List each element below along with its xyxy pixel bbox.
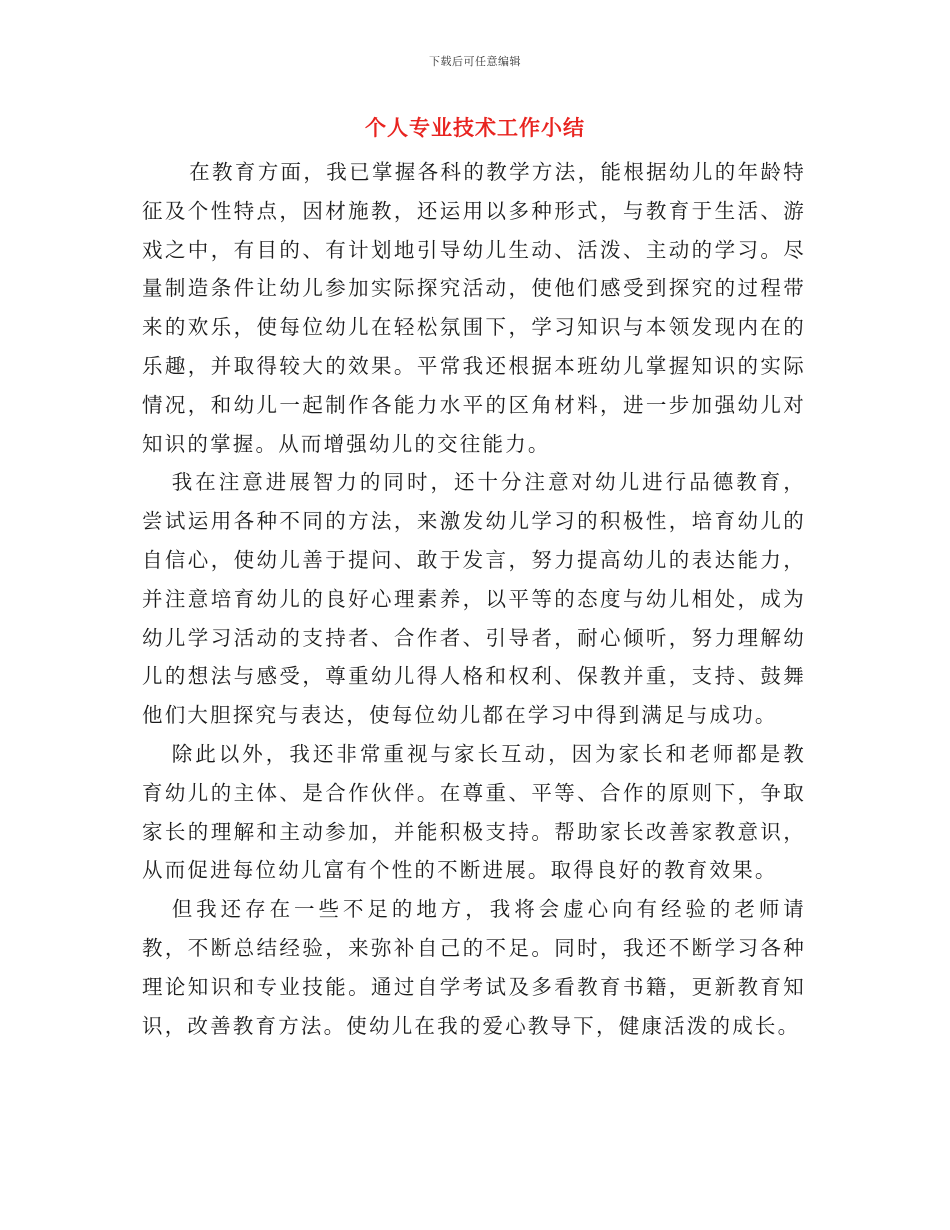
document-title: 个人专业技术工作小结 xyxy=(365,115,585,140)
document-body xyxy=(142,153,806,1045)
page-header-note: 下载后可任意编辑 xyxy=(429,55,521,68)
paragraph-1: 在教育方面，我已掌握各科的教学方法，能根据幼儿的年龄特征及个性特点，因材施教，还运用以多种形式，与教育于生活、游戏之中，有目的、有计划地引导幼儿生动、活泼、主动的学习。尽量制造条件让幼儿参加实际探究活动，使他们感受到探究的过程带来的欢乐，使每位幼儿在轻松氛围下，学习知识与本领发现内在的乐趣，并取得较大的效果。平常我还根据本班幼儿掌握知识的实际情况，和幼儿一起制作各能力水平的区角材料，进一步加强幼儿对知识的掌握。从而增强幼儿的交往能力。 xyxy=(142,160,806,456)
paragraph-4: 但我还存在一些不足的地方，我将会虚心向有经验的老师请教，不断总结经验，来弥补自己的不足。同时，我还不断学习各种理论知识和专业技能。通过自学考试及多看教育书籍，更新教育知识，改善教育方法。使幼儿在我的爱心教导下，健康活泼的成长。 xyxy=(142,897,806,1038)
paragraph-2: 我在注意进展智力的同时，还十分注意对幼儿进行品德教育，尝试运用各种不同的方法，来激发幼儿学习的积极性，培育幼儿的自信心，使幼儿善于提问、敢于发言，努力提高幼儿的表达能力，并注意培育幼儿的良好心理素养，以平等的态度与幼儿相处，成为幼儿学习活动的支持者、合作者、引导者，耐心倾听，努力理解幼儿的想法与感受，尊重幼儿得人格和权利、保教并重，支持、鼓舞他们大胆探究与表达，使每位幼儿都在学习中得到满足与成功。 xyxy=(142,470,806,728)
paragraph-3: 除此以外，我还非常重视与家长互动，因为家长和老师都是教育幼儿的主体、是合作伙伴。在尊重、平等、合作的原则下，争取家长的理解和主动参加，并能积极支持。帮助家长改善家教意识，从而促进每位幼儿富有个性的不断进展。取得良好的教育效果。 xyxy=(142,741,806,883)
